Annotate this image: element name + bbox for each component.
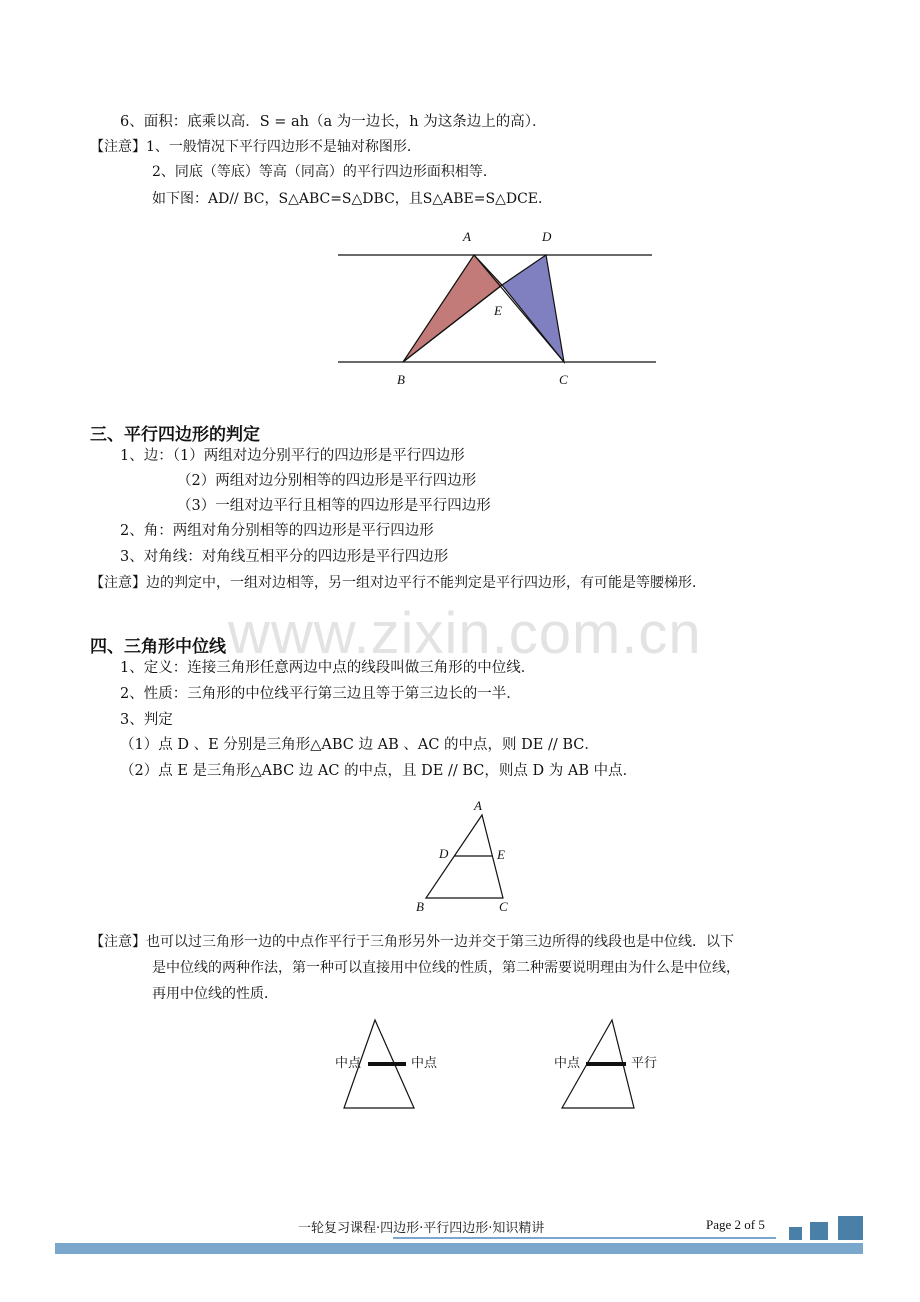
midline-definition: 1、定义：连接三角形任意两边中点的线段叫做三角形的中位线． [120, 660, 536, 676]
watermark: www.zixin.com.cn [228, 601, 702, 666]
note-trapezoid: 【注意】边的判定中，一组对边相等，另一组对边平行不能判定是平行四边形，有可能是等腰梯形． [90, 575, 706, 591]
midpoint-parallel-figure [550, 1012, 670, 1112]
label-parallel: 平行 [631, 1056, 658, 1071]
label-e: E [494, 303, 502, 318]
label-b: B [397, 372, 405, 387]
label-b: B [416, 899, 424, 914]
note-equal-area: 2、同底（等底）等高（同高）的平行四边形面积相等． [152, 164, 497, 180]
midline-criterion-2: （2）点 E 是三角形△ABC 边 AC 的中点，且 DE // BC，则点 D 为 AB 中点． [120, 763, 638, 779]
label-left-midpoint: 中点 [335, 1056, 362, 1071]
criterion-sides-3: （3）一组对边平行且相等的四边形是平行四边形 [177, 498, 491, 514]
midpoint-midpoint-figure [330, 1012, 450, 1112]
note-midline-line2: 是中位线的两种作法，第一种可以直接用中位线的性质，第二种需要说明理由为什么是中位线， [152, 960, 740, 976]
footer-rule [393, 1237, 776, 1239]
label-right-midpoint: 中点 [411, 1056, 438, 1071]
triangle-dce [502, 255, 564, 362]
section-4-title: 四、三角形中位线 [90, 637, 226, 657]
label-d: D [542, 229, 552, 244]
midline-criterion-1: （1）点 D 、E 分别是三角形△ABC 边 AB 、AC 的中点，则 DE // BC． [120, 737, 599, 753]
label-c: C [559, 372, 568, 387]
label-a: A [474, 798, 482, 813]
note-midline-line1: 【注意】也可以过三角形一边的中点作平行于三角形另外一边并交于第三边所得的线段也是中位线．以下 [90, 934, 734, 950]
midline-property: 2、性质：三角形的中位线平行第三边且等于第三边长的一半． [120, 686, 521, 702]
note-midline-line3: 再用中位线的性质． [152, 986, 278, 1002]
label-midpoint: 中点 [554, 1056, 581, 1071]
area-formula: 6、面积：底乘以高．S = ah（a 为一边长，h 为这条边上的高）． [120, 114, 547, 130]
midline-triangle-figure [410, 795, 530, 917]
label-c: C [499, 899, 508, 914]
criterion-angles: 2、角：两组对角分别相等的四边形是平行四边形 [120, 523, 434, 539]
parallel-triangles-figure [330, 225, 665, 395]
criterion-diagonals: 3、对角线：对角线互相平分的四边形是平行四边形 [120, 549, 449, 565]
label-e: E [497, 847, 505, 862]
label-d: D [439, 846, 449, 861]
note-example: 如下图：AD// BC，S△ABC=S△DBC，且S△ABE=S△DCE． [152, 191, 552, 207]
page-number: Page 2 of 5 [706, 1217, 765, 1232]
footer-course-title: 一轮复习课程·四边形·平行四边形·知识精讲 [298, 1221, 545, 1236]
footer-square-medium [810, 1222, 828, 1240]
criterion-sides-2: （2）两组对边分别相等的四边形是平行四边形 [177, 473, 477, 489]
label-a: A [463, 229, 471, 244]
footer-square-small [789, 1227, 802, 1240]
section-3-title: 三、平行四边形的判定 [90, 425, 260, 445]
midline-criteria-heading: 3、判定 [120, 712, 173, 728]
footer-bar [55, 1243, 863, 1254]
criterion-sides-1: 1、边：（1）两组对边分别平行的四边形是平行四边形 [120, 448, 465, 464]
footer-square-large [838, 1216, 863, 1240]
note-symmetry: 【注意】1、一般情况下平行四边形不是轴对称图形． [90, 139, 421, 155]
